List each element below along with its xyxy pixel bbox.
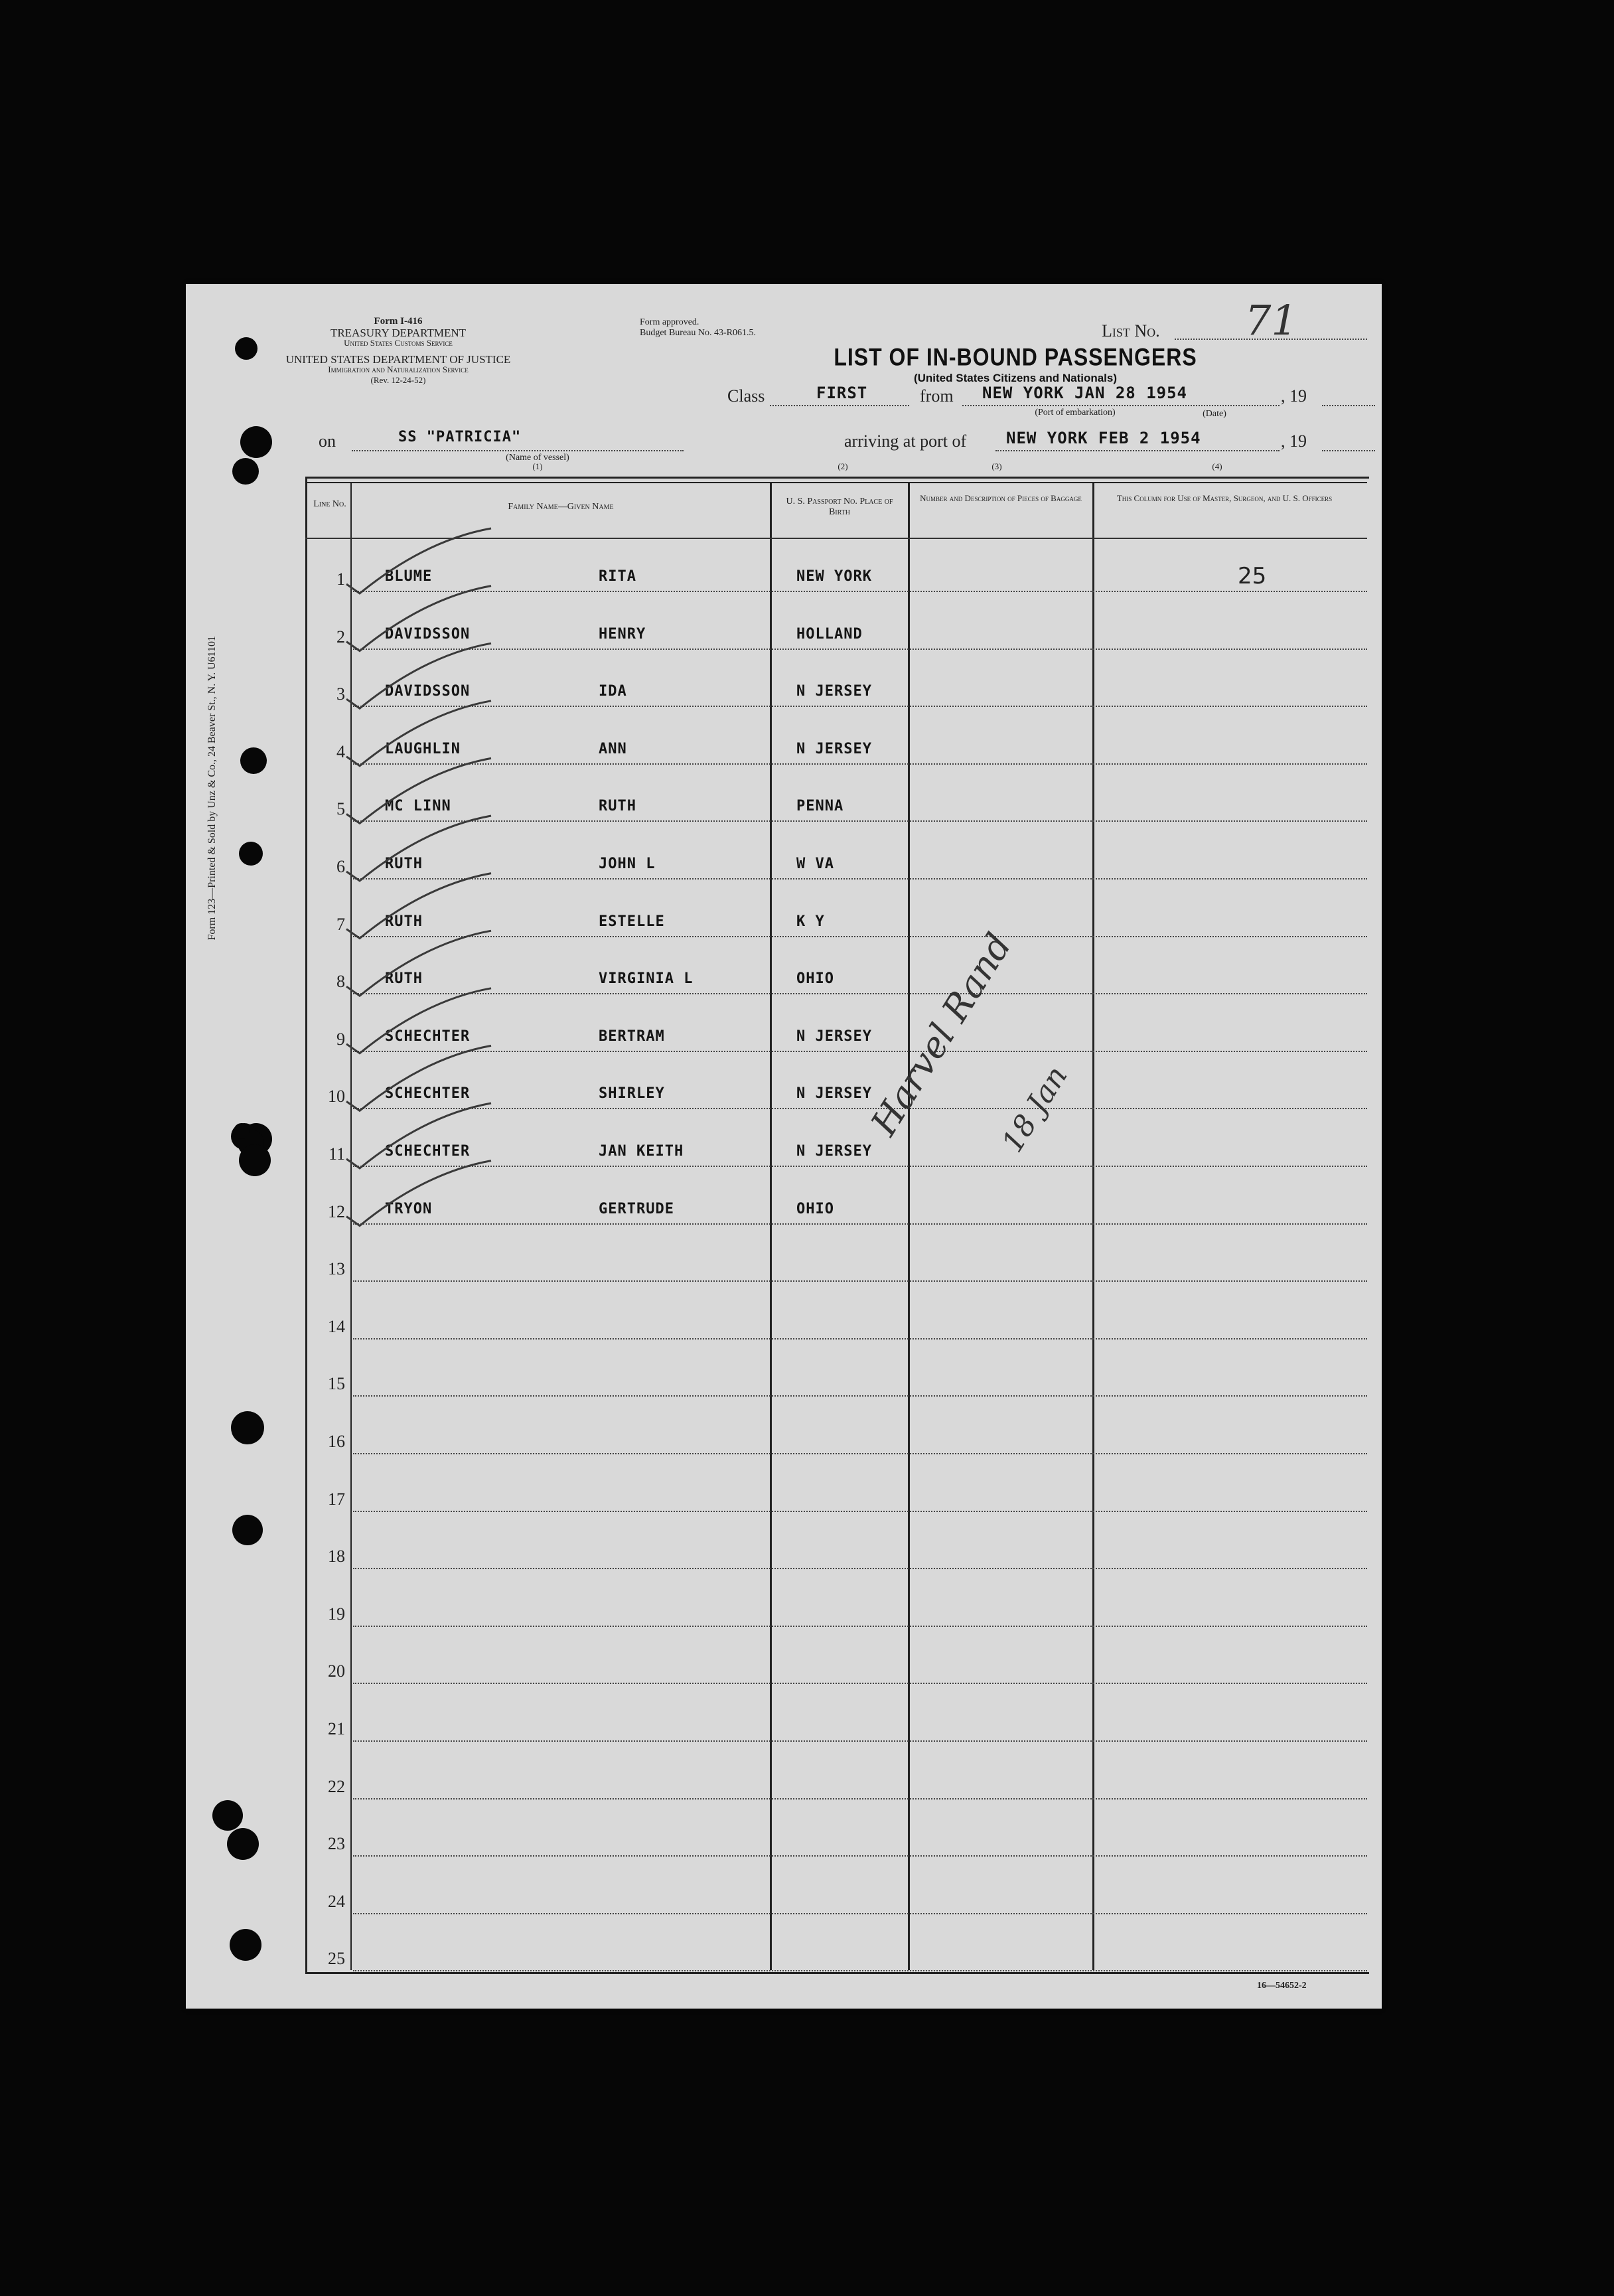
vessel-caption: (Name of vessel) [506,453,569,463]
line-number: 22 [328,1777,345,1796]
arrival-value: NEW YORK FEB 2 1954 [1006,429,1201,447]
line-number: 6 [336,857,345,876]
year-suffix: , 19 [1281,431,1307,451]
col-officers: This Column for Use of Master, Surgeon, and U. S. Officers [1116,493,1333,503]
manifest-page [186,284,1382,2009]
caption-4: (4) [1212,461,1222,471]
class-label: Class [727,386,765,406]
line-number: 19 [328,1604,345,1624]
check-mark [346,586,491,651]
footer-code: 16—54652-2 [1257,1981,1307,1991]
year-suffix: , 19 [1281,386,1307,406]
given-name: ESTELLE [599,913,665,930]
line-number: 7 [336,915,345,934]
line-number: 11 [328,1144,345,1164]
col-baggage: Number and Description of Pieces of Baggage [920,493,1082,503]
check-mark [346,528,491,593]
family-name: TRYON [385,1201,433,1217]
family-name: LAUGHLIN [385,741,461,757]
from-label: from [920,386,954,406]
line-number: 23 [328,1834,345,1853]
embarkation-value: NEW YORK JAN 28 1954 [982,384,1187,402]
page-title: LIST OF IN-BOUND PASSENGERS [834,343,1197,371]
line-number: 17 [328,1490,345,1509]
check-mark [346,1103,491,1168]
caption-1: (1) [532,461,543,471]
page-subtitle: (United States Citizens and Nationals) [913,372,1118,384]
line-number: 21 [328,1719,345,1738]
class-value: FIRST [816,384,868,402]
check-mark [346,931,491,996]
line-number: 15 [328,1374,345,1393]
family-name: SCHECHTER [385,1143,471,1160]
arriving-label: arriving at port of [844,431,967,451]
form-approved: Form approved. [640,317,699,327]
check-mark [346,701,491,766]
given-name: BERTRAM [599,1028,665,1045]
line-number: 24 [328,1892,345,1911]
line-number: 9 [336,1030,345,1049]
given-name: ANN [599,741,627,757]
given-name: JAN KEITH [599,1143,684,1160]
birthplace: K Y [796,913,825,930]
line-number: 16 [328,1432,345,1451]
family-name: BLUME [385,568,433,585]
birthplace: W VA [796,856,834,872]
given-name: IDA [599,683,627,700]
check-mark [346,1161,491,1226]
birthplace: OHIO [796,970,834,987]
treasury-department: TREASURY DEPARTMENT [330,327,467,339]
birthplace: NEW YORK [796,568,872,585]
line-number: 4 [336,742,345,761]
birthplace: N JERSEY [796,1028,872,1045]
form-number: Form I-416 [374,316,423,327]
line-number: 20 [328,1661,345,1681]
check-mark [346,758,491,823]
given-name: VIRGINIA L [599,970,694,987]
list-number-value: 71 [1245,296,1297,344]
line-number: 8 [336,972,345,991]
birthplace: N JERSEY [796,1143,872,1160]
customs-service: United States Customs Service [344,338,453,348]
given-name: GERTRUDE [599,1201,674,1217]
birthplace: N JERSEY [796,1085,872,1102]
list-number-label: List No. [1102,321,1160,341]
naturalization-service: Immigration and Naturalization Service [328,364,469,374]
justice-department: UNITED STATES DEPARTMENT OF JUSTICE [285,353,511,366]
family-name: RUTH [385,856,423,872]
line-number: 13 [328,1259,345,1278]
line-number: 12 [328,1202,345,1221]
col-line-no: Line No. [313,499,346,509]
check-mark [346,1045,491,1110]
col-passport: U. S. Passport No. Place of Birth [786,497,893,518]
check-mark [346,988,491,1053]
birthplace: OHIO [796,1201,834,1217]
line-number: 5 [336,799,345,818]
line-number: 18 [328,1547,345,1566]
family-name: SCHECHTER [385,1028,471,1045]
birthplace: N JERSEY [796,683,872,700]
family-name: DAVIDSSON [385,626,471,643]
port-caption: (Port of embarkation) [1035,408,1116,418]
check-mark [346,874,491,939]
given-name: SHIRLEY [599,1085,665,1102]
birthplace: HOLLAND [796,626,863,643]
printer-imprint: Form 123—Printed & Sold by Unz & Co., 24 Beaver St., N. Y. U61101 [206,635,218,941]
given-name: HENRY [599,626,646,643]
check-mark [346,643,491,708]
line-number: 10 [328,1087,345,1106]
given-name: RITA [599,568,636,585]
handwritten-note: Harvel Rand [863,926,1020,1143]
checkmarks [186,284,1382,2009]
line-number: 14 [328,1317,345,1336]
family-name: RUTH [385,913,423,930]
line-number: 3 [336,684,345,704]
col-name: Family Name—Given Name [508,502,614,512]
family-name: RUTH [385,970,423,987]
revision-date: (Rev. 12-24-52) [370,375,426,385]
given-name: JOHN L [599,856,656,872]
handwritten-note: 18 Jan [995,1060,1074,1159]
officer-note: 25 [1238,563,1267,589]
check-mark [346,816,491,881]
family-name: SCHECHTER [385,1085,471,1102]
given-name: RUTH [599,798,636,814]
family-name: MC LINN [385,798,451,814]
date-caption: (Date) [1203,409,1226,419]
budget-bureau: Budget Bureau No. 43-R061.5. [640,328,756,338]
line-number: 1 [336,570,345,589]
birthplace: PENNA [796,798,844,814]
line-number: 25 [328,1949,345,1968]
caption-3: (3) [991,461,1002,471]
family-name: DAVIDSSON [385,683,471,700]
birthplace: N JERSEY [796,741,872,757]
vessel-value: SS "PATRICIA" [398,429,522,445]
on-label: on [319,431,336,451]
line-number: 2 [336,627,345,647]
caption-2: (2) [838,461,848,471]
